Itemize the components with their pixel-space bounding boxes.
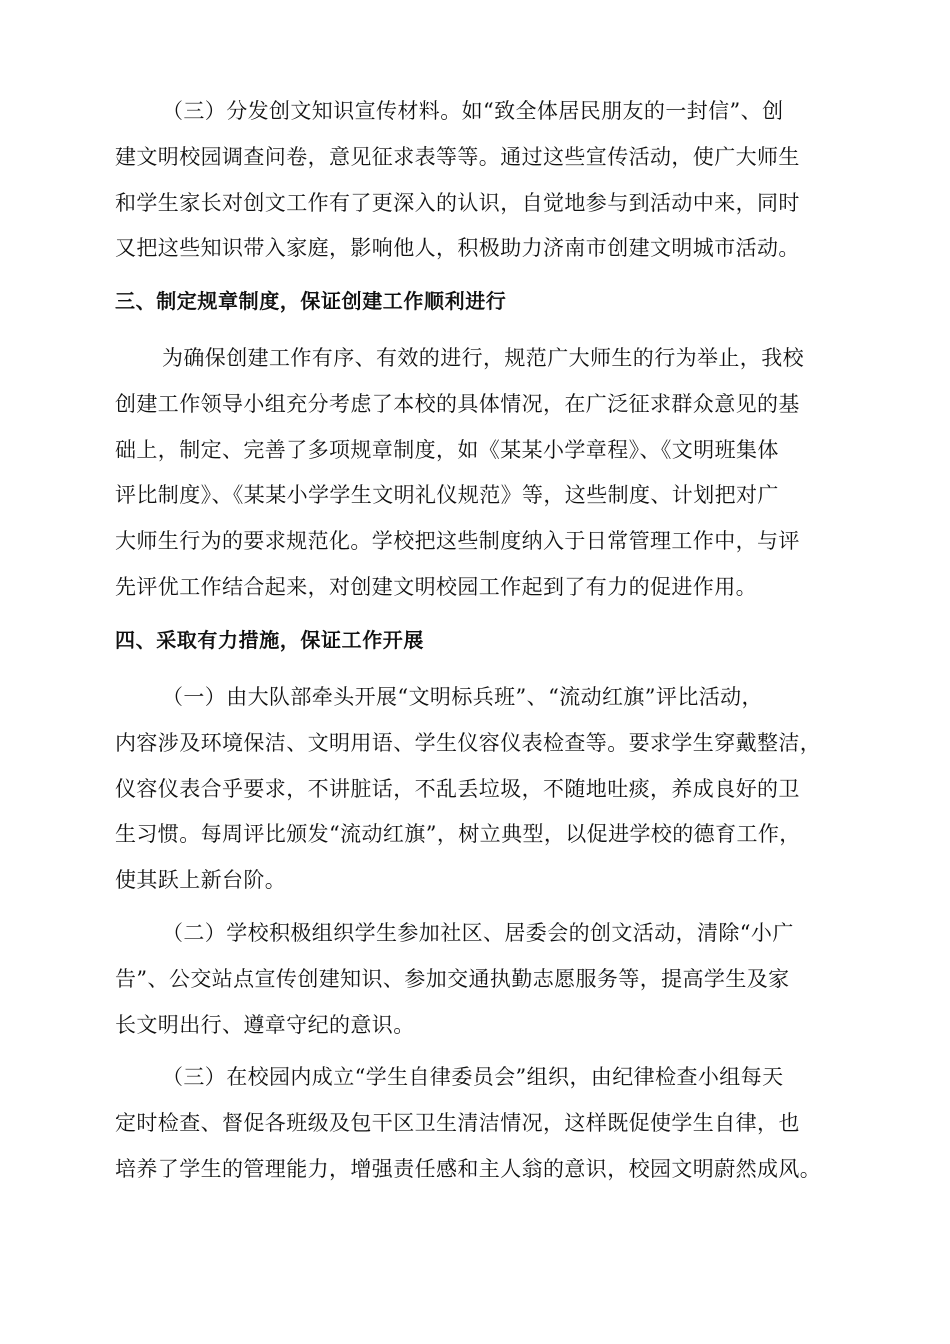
text-line: （三）分发创文知识宣传材料。如“致全体居民朋友的一封信”、创	[162, 99, 784, 123]
text-line: （一）由大队部牵头开展“文明标兵班”、“流动红旗”评比活动，	[162, 685, 763, 709]
section-heading-4: 四、采取有力措施，保证工作开展	[115, 628, 424, 652]
text-line: 使其跃上新台阶。	[115, 868, 287, 892]
section-heading-3: 三、制定规章制度，保证创建工作顺利进行	[115, 289, 507, 313]
text-line: 评比制度》、《某某小学学生文明礼仪规范》等，这些制度、计划把对广	[115, 483, 779, 507]
text-line: （二）学校积极组织学生参加社区、居委会的创文活动，清除“小广	[162, 921, 794, 945]
text-line: 础上，制定、完善了多项规章制度，如《某某小学章程》、《文明班集体	[115, 438, 779, 462]
text-line: 仪容仪表合乎要求，不讲脏话，不乱丢垃圾，不随地吐痰，养成良好的卫	[115, 777, 800, 801]
text-line: 生习惯。每周评比颁发“流动红旗”，树立典型，以促进学校的德育工作，	[115, 822, 801, 846]
text-line: 建文明校园调查问卷，意见征求表等等。通过这些宣传活动，使广大师生	[115, 145, 800, 169]
text-line: 告”、公交站点宣传创建知识、参加交通执勤志愿服务等，提高学生及家	[115, 967, 790, 991]
text-line: 又把这些知识带入家庭，影响他人，积极助力济南市创建文明城市活动。	[115, 236, 800, 260]
text-line: 定时检查、督促各班级及包干区卫生清洁情况，这样既促使学生自律，也	[115, 1111, 800, 1135]
text-line: 培养了学生的管理能力，增强责任感和主人翁的意识，校园文明蔚然成风。	[115, 1157, 822, 1181]
text-line: 内容涉及环境保洁、文明用语、学生仪容仪表检查等。要求学生穿戴整洁，	[115, 731, 822, 755]
text-line: 先评优工作结合起来，对创建文明校园工作起到了有力的促进作用。	[115, 575, 757, 599]
text-line: 和学生家长对创文工作有了更深入的认识，自觉地参与到活动中来，同时	[115, 191, 800, 215]
text-line: 长文明出行、遵章守纪的意识。	[115, 1013, 415, 1037]
text-line: 创建工作领导小组充分考虑了本校的具体情况，在广泛征求群众意见的基	[115, 392, 800, 416]
text-line: （三）在校园内成立“学生自律委员会”组织，由纪律检查小组每天	[162, 1065, 784, 1089]
text-line: 大师生行为的要求规范化。学校把这些制度纳入于日常管理工作中，与评	[115, 529, 800, 553]
text-line: 为确保创建工作有序、有效的进行，规范广大师生的行为举止，我校	[162, 346, 804, 370]
